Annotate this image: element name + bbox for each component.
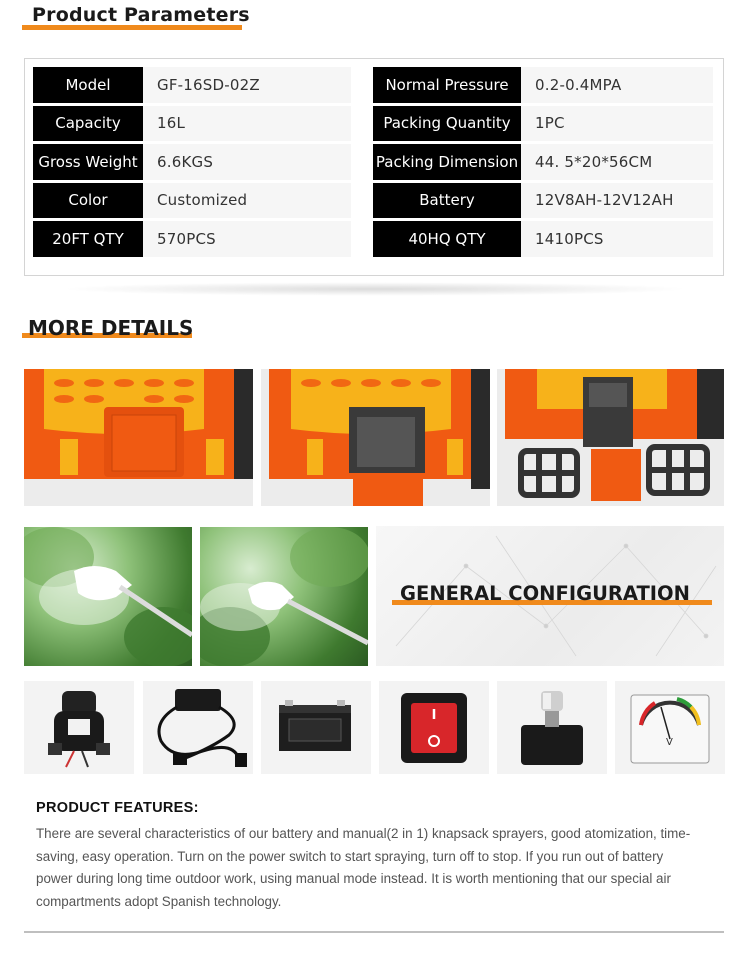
power-switch-photo (379, 681, 489, 774)
param-value: 570PCS (143, 221, 351, 260)
param-key: Color (33, 183, 143, 222)
param-key: Model (33, 67, 143, 106)
table-row (33, 67, 351, 106)
param-key: 40HQ QTY (373, 221, 521, 260)
param-key: Normal Pressure (373, 67, 521, 106)
general-configuration-panel (376, 526, 724, 666)
spray-nozzle-photo-1 (24, 527, 192, 666)
table-row (373, 183, 713, 222)
product-parameters-heading (32, 4, 250, 26)
panel-shadow (60, 282, 690, 296)
sprayer-battery-parts-photo (497, 369, 724, 506)
battery-photo (261, 681, 371, 774)
pressure-knob-photo (497, 681, 607, 774)
voltmeter-unit-label: V (666, 737, 673, 748)
product-features-title: PRODUCT FEATURES: (36, 800, 199, 816)
table-row (33, 144, 351, 183)
general-configuration-title: GENERAL CONFIGURATION (400, 582, 690, 605)
sprayer-back-closed-photo (24, 369, 253, 506)
parameters-table-left (33, 67, 351, 260)
param-value: 1410PCS (521, 221, 713, 260)
param-value: 16L (143, 106, 351, 145)
table-row (373, 67, 713, 106)
param-value: 44. 5*20*56CM (521, 144, 713, 183)
table-row (373, 221, 713, 260)
param-value: 12V8AH-12V12AH (521, 183, 713, 222)
param-value: Customized (143, 183, 351, 222)
param-key: Battery (373, 183, 521, 222)
charger-cable-photo (143, 681, 253, 774)
parameters-table-right (373, 67, 713, 260)
param-value: GF-16SD-02Z (143, 67, 351, 106)
parameters-panel (24, 58, 724, 276)
more-details-title: MORE DETAILS (28, 316, 194, 340)
table-row (33, 106, 351, 145)
param-value: 6.6KGS (143, 144, 351, 183)
param-key: Packing Quantity (373, 106, 521, 145)
table-row (373, 106, 713, 145)
table-row (33, 221, 351, 260)
divider (24, 931, 724, 933)
product-parameters-title: Product Parameters (32, 4, 250, 26)
more-details-heading (28, 316, 193, 340)
table-row (373, 144, 713, 183)
voltmeter-photo (615, 681, 725, 774)
sprayer-back-open-photo (261, 369, 490, 506)
table-row (33, 183, 351, 222)
spray-nozzle-photo-2 (200, 527, 368, 666)
param-key: 20FT QTY (33, 221, 143, 260)
param-value: 0.2-0.4MPA (521, 67, 713, 106)
param-key: Packing Dimension (373, 144, 521, 183)
param-key: Gross Weight (33, 144, 143, 183)
param-value: 1PC (521, 106, 713, 145)
product-features-text: There are several characteristics of our battery and manual(2 in 1) knapsack sprayers, good atomization, time-saving, easy operation. Turn on the power switch to start spraying, turn off to stop. If you run out of battery power during long time outdoor work, using manual mode instead. It is worth mentioning that our special air compartments adopt Spanish technology. (36, 826, 691, 909)
param-key: Capacity (33, 106, 143, 145)
pump-motor-photo (24, 681, 134, 774)
